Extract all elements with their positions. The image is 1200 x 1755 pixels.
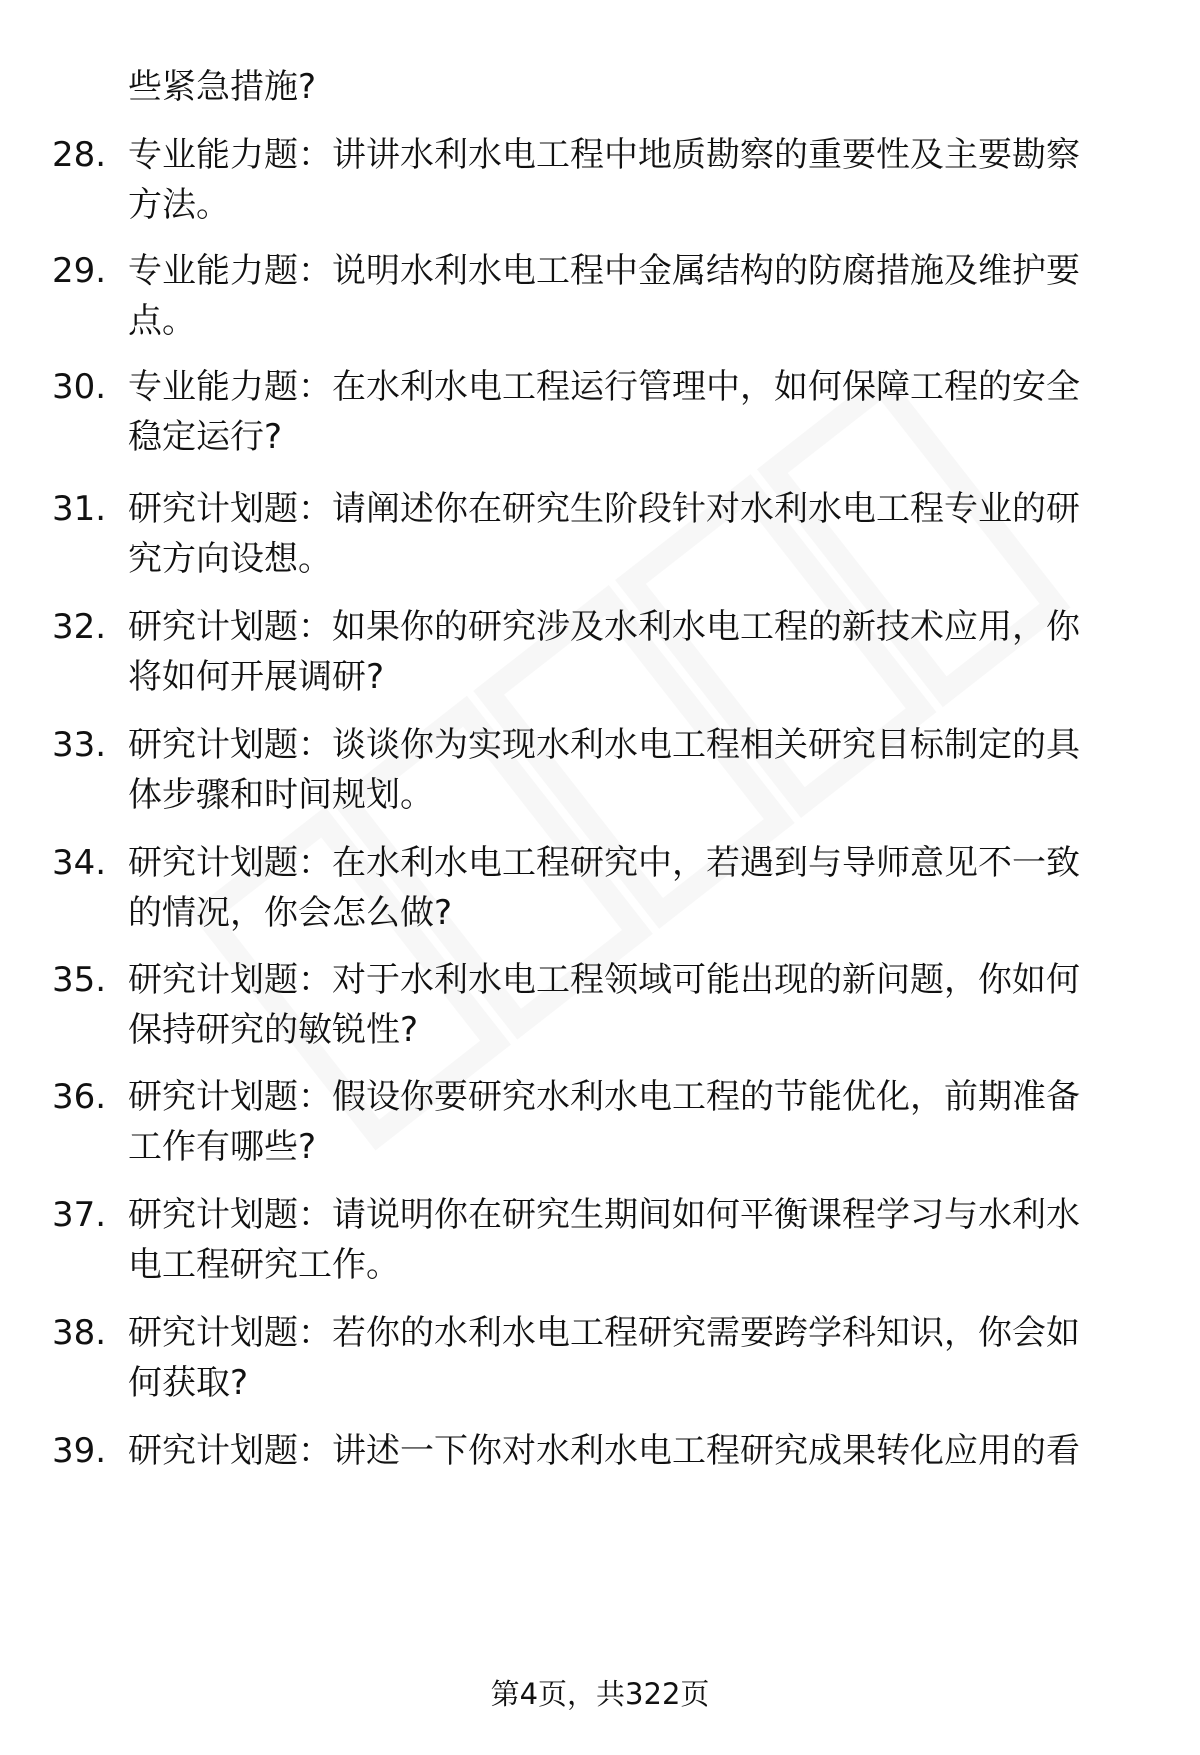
question-line: 专业能力题：在水利水电工程运行管理中，如何保障工程的安全 — [128, 367, 1080, 407]
question-item — [0, 1072, 1200, 1172]
question-line: 研究计划题：讲述一下你对水利水电工程研究成果转化应用的看 — [128, 1431, 1080, 1471]
question-number: 29. — [52, 251, 107, 291]
question-line: 稳定运行? — [128, 417, 283, 457]
question-item — [0, 246, 1200, 346]
question-line: 研究计划题：在水利水电工程研究中，若遇到与导师意见不一致 — [128, 843, 1080, 883]
question-item — [0, 362, 1200, 462]
question-line: 电工程研究工作。 — [128, 1245, 400, 1285]
question-number: 28. — [52, 135, 107, 175]
question-text — [128, 1308, 1138, 1408]
question-number: 39. — [52, 1431, 107, 1471]
question-text — [128, 484, 1138, 584]
question-text — [128, 838, 1138, 938]
question-item — [0, 602, 1200, 702]
question-item — [0, 838, 1200, 938]
question-line: 究方向设想。 — [128, 539, 332, 579]
question-line: 研究计划题：谈谈你为实现水利水电工程相关研究目标制定的具 — [128, 725, 1080, 765]
question-line: 研究计划题：请说明你在研究生期间如何平衡课程学习与水利水 — [128, 1195, 1080, 1235]
question-line: 专业能力题：说明水利水电工程中金属结构的防腐措施及维护要 — [128, 251, 1080, 291]
question-line: 研究计划题：请阐述你在研究生阶段针对水利水电工程专业的研 — [128, 489, 1080, 529]
question-number: 31. — [52, 489, 107, 529]
question-text — [128, 602, 1138, 702]
question-number: 34. — [52, 843, 107, 883]
question-line: 何获取? — [128, 1363, 249, 1403]
question-text — [128, 720, 1138, 820]
question-line: 研究计划题：假设你要研究水利水电工程的节能优化，前期准备 — [128, 1077, 1080, 1117]
question-item — [0, 955, 1200, 1055]
question-line: 研究计划题：若你的水利水电工程研究需要跨学科知识，你会如 — [128, 1313, 1080, 1353]
question-text — [128, 1072, 1138, 1172]
question-item — [0, 1308, 1200, 1408]
question-text — [128, 1190, 1138, 1290]
question-line: 专业能力题：讲讲水利水电工程中地质勘察的重要性及主要勘察 — [128, 135, 1080, 175]
question-number: 33. — [52, 725, 107, 765]
question-line: 研究计划题：如果你的研究涉及水利水电工程的新技术应用，你 — [128, 607, 1080, 647]
question-text — [128, 130, 1138, 230]
question-number: 38. — [52, 1313, 107, 1353]
continuation-text: 些紧急措施? — [128, 67, 317, 107]
question-text — [128, 246, 1138, 346]
question-item — [0, 130, 1200, 230]
question-line: 保持研究的敏锐性? — [128, 1010, 419, 1050]
question-line: 将如何开展调研? — [128, 657, 385, 697]
question-text — [128, 955, 1138, 1055]
question-line: 点。 — [128, 301, 196, 341]
question-item — [0, 1190, 1200, 1290]
question-item — [0, 1426, 1200, 1526]
question-line: 研究计划题：对于水利水电工程领域可能出现的新问题，你如何 — [128, 960, 1080, 1000]
question-line: 的情况，你会怎么做? — [128, 893, 453, 933]
question-line: 工作有哪些? — [128, 1127, 317, 1167]
question-line: 体步骤和时间规划。 — [128, 775, 434, 815]
question-text — [128, 1426, 1138, 1476]
question-line: 方法。 — [128, 185, 230, 225]
question-number: 37. — [52, 1195, 107, 1235]
question-number: 35. — [52, 960, 107, 1000]
page-footer: 第4页，共322页 — [490, 1677, 710, 1711]
question-text — [128, 362, 1138, 462]
question-number: 36. — [52, 1077, 107, 1117]
question-number: 32. — [52, 607, 107, 647]
question-number: 30. — [52, 367, 107, 407]
question-item — [0, 484, 1200, 584]
question-item — [0, 720, 1200, 820]
